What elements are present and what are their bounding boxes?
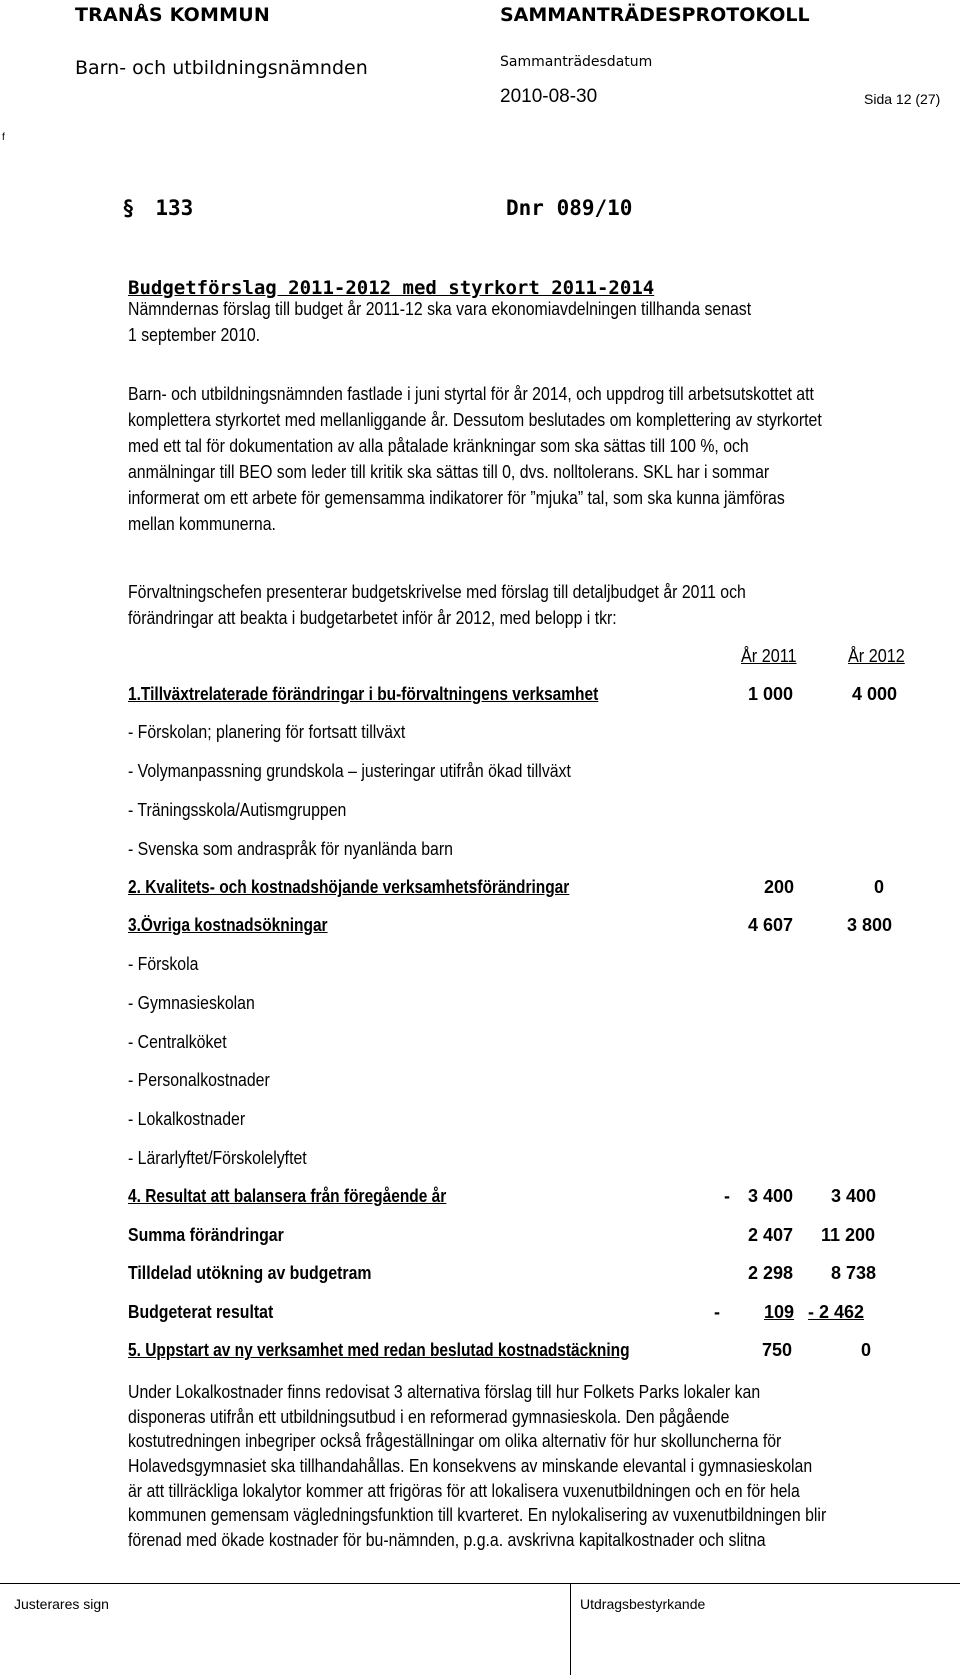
signature-label: Justerares sign	[14, 1596, 109, 1612]
body-line: Barn- och utbildningsnämnden fastlade i juni styrtal för år 2014, och uppdrog till arbetsutskottet att	[128, 384, 814, 404]
body-line: anmälningar till BEO som leder till kritik ska sättas till 0, dvs. nolltolerans. SKL har i sommar	[128, 462, 770, 482]
organization-name: TRANÅS KOMMUN	[75, 4, 270, 26]
budget-row-item5	[128, 1340, 898, 1364]
body-line: Förvaltningschefen presenterar budgetskrivelse med förslag till detaljbudget år 2011 och	[128, 582, 746, 602]
date-label: Sammanträdesdatum	[500, 54, 653, 70]
sub-item: - Lokalkostnader	[128, 1109, 246, 1129]
sub-item: - Lärarlyftet/Förskolelyftet	[128, 1148, 307, 1168]
body-line: Under Lokalkostnader finns redovisat 3 alternativa förslag till hur Folkets Parks lokaler kan	[128, 1382, 761, 1402]
budget-row-item2	[128, 877, 898, 901]
sub-item: - Träningsskola/Autismgruppen	[128, 800, 347, 820]
row-label: Summa förändringar	[128, 1225, 284, 1245]
row-label: 2. Kvalitets- och kostnadshöjande verksamhetsförändringar	[128, 877, 570, 897]
body-line: informerat om ett arbete för gemensamma indikatorer för ”mjuka” tal, som ska kunna jämföras	[128, 488, 785, 508]
body-line: med ett tal för dokumentation av alla påtalade kränkningar som ska sättas till 100 %, och	[128, 436, 749, 456]
sub-item: - Förskola	[128, 954, 199, 974]
column-header-2012: År 2012	[848, 646, 905, 666]
value-2012: 3 800	[847, 915, 893, 935]
value-2012: 0	[861, 1340, 872, 1360]
page-number: Sida 12 (27)	[864, 91, 941, 107]
row-label: Tilldelad utökning av budgetram	[128, 1263, 372, 1283]
body-line: mellan kommunerna.	[128, 514, 276, 534]
value-2011: 2 407	[748, 1225, 794, 1245]
value-2012: 11 200	[821, 1225, 876, 1245]
sub-item: - Centralköket	[128, 1032, 227, 1052]
sub-item: - Personalkostnader	[128, 1070, 270, 1090]
department-name: Barn- och utbildningsnämnden	[75, 57, 368, 79]
subject-title: Budgetförslag 2011-2012 med styrkort 2011-2014	[128, 277, 655, 299]
budget-row-item4	[128, 1186, 898, 1210]
column-header-2011: År 2011	[741, 646, 797, 666]
body-line: förenad med ökade kostnader för bu-nämnden, p.g.a. avskrivna kapitalkostnader och slitna	[128, 1530, 766, 1550]
body-line: är att tillräckliga lokalytor kommer att frigöras för att lokalisera vuxenutbildningen och en för hela	[128, 1481, 800, 1501]
value-2011: 109	[764, 1302, 795, 1322]
value-2012: 4 000	[852, 684, 898, 704]
row-label: 5. Uppstart av ny verksamhet med redan beslutad kostnadstäckning	[128, 1340, 630, 1360]
footer-column-divider	[570, 1584, 571, 1675]
value-2012: 0	[874, 877, 885, 897]
row-label: 1.Tillväxtrelaterade förändringar i bu-förvaltningens verksamhet	[128, 684, 599, 704]
budget-row-item1	[128, 684, 898, 708]
value-sign: -	[724, 1186, 730, 1206]
body-line: kommunen gemensam vägledningsfunktion till kvarteret. En nylokalisering av vuxenutbildningen blir	[128, 1505, 827, 1525]
value-2012: 3 400	[831, 1186, 877, 1206]
value-2011: 3 400	[748, 1186, 794, 1206]
value-2011: 2 298	[748, 1263, 794, 1283]
body-line: disponeras utifrån ett utbildningsutbud i en reformerad gymnasieskola. Den pågående	[128, 1407, 730, 1427]
value-sign: -	[714, 1302, 720, 1322]
sub-item: - Svenska som andraspråk för nyanlända barn	[128, 839, 453, 859]
footer-divider	[0, 1583, 960, 1584]
budget-row-result	[128, 1302, 898, 1326]
paragraph-number: 133	[155, 196, 194, 220]
budget-row-sum	[128, 1225, 898, 1249]
paragraph-sign: §	[122, 196, 135, 220]
sub-item: - Förskolan; planering för fortsatt tillväxt	[128, 722, 406, 742]
meeting-date: 2010-08-30	[500, 86, 598, 107]
sub-item: - Volymanpassning grundskola – justeringar utifrån ökad tillväxt	[128, 761, 571, 781]
value-2011: 750	[762, 1340, 793, 1360]
value-2011: 200	[764, 877, 795, 897]
document-type: SAMMANTRÄDESPROTOKOLL	[500, 4, 810, 26]
budget-row-allocated	[128, 1263, 898, 1287]
certification-label: Utdragsbestyrkande	[580, 1596, 706, 1612]
row-label: 4. Resultat att balansera från föregående år	[128, 1186, 447, 1206]
budget-row-item3	[128, 915, 898, 939]
body-line: komplettera styrkortet med mellanliggande år. Dessutom beslutades om komplettering av styrkortet	[128, 410, 822, 430]
intro-line: Nämndernas förslag till budget år 2011-12 ska vara ekonomiavdelningen tillhanda senast	[128, 299, 752, 319]
paragraph-heading	[122, 196, 193, 220]
body-line: kostutredningen inbegriper också frågeställningar om olika alternativ för hur skolluncherna för	[128, 1431, 782, 1451]
body-line: Holavedsgymnasiet ska tillhandahållas. En konsekvens av minskande elevantal i gymnasieskolan	[128, 1456, 813, 1476]
value-2012: 8 738	[831, 1263, 877, 1283]
value-2011: 4 607	[748, 915, 794, 935]
sub-item: - Gymnasieskolan	[128, 993, 255, 1013]
body-line: förändringar att beakta i budgetarbetet inför år 2012, med belopp i tkr:	[128, 608, 617, 628]
value-2011: 1 000	[748, 684, 794, 704]
stray-mark: f	[2, 132, 5, 143]
intro-line: 1 september 2010.	[128, 325, 261, 345]
value-2012: - 2 462	[808, 1302, 865, 1322]
case-number: Dnr 089/10	[506, 196, 633, 220]
row-label: Budgeterat resultat	[128, 1302, 274, 1322]
row-label: 3.Övriga kostnadsökningar	[128, 915, 328, 935]
